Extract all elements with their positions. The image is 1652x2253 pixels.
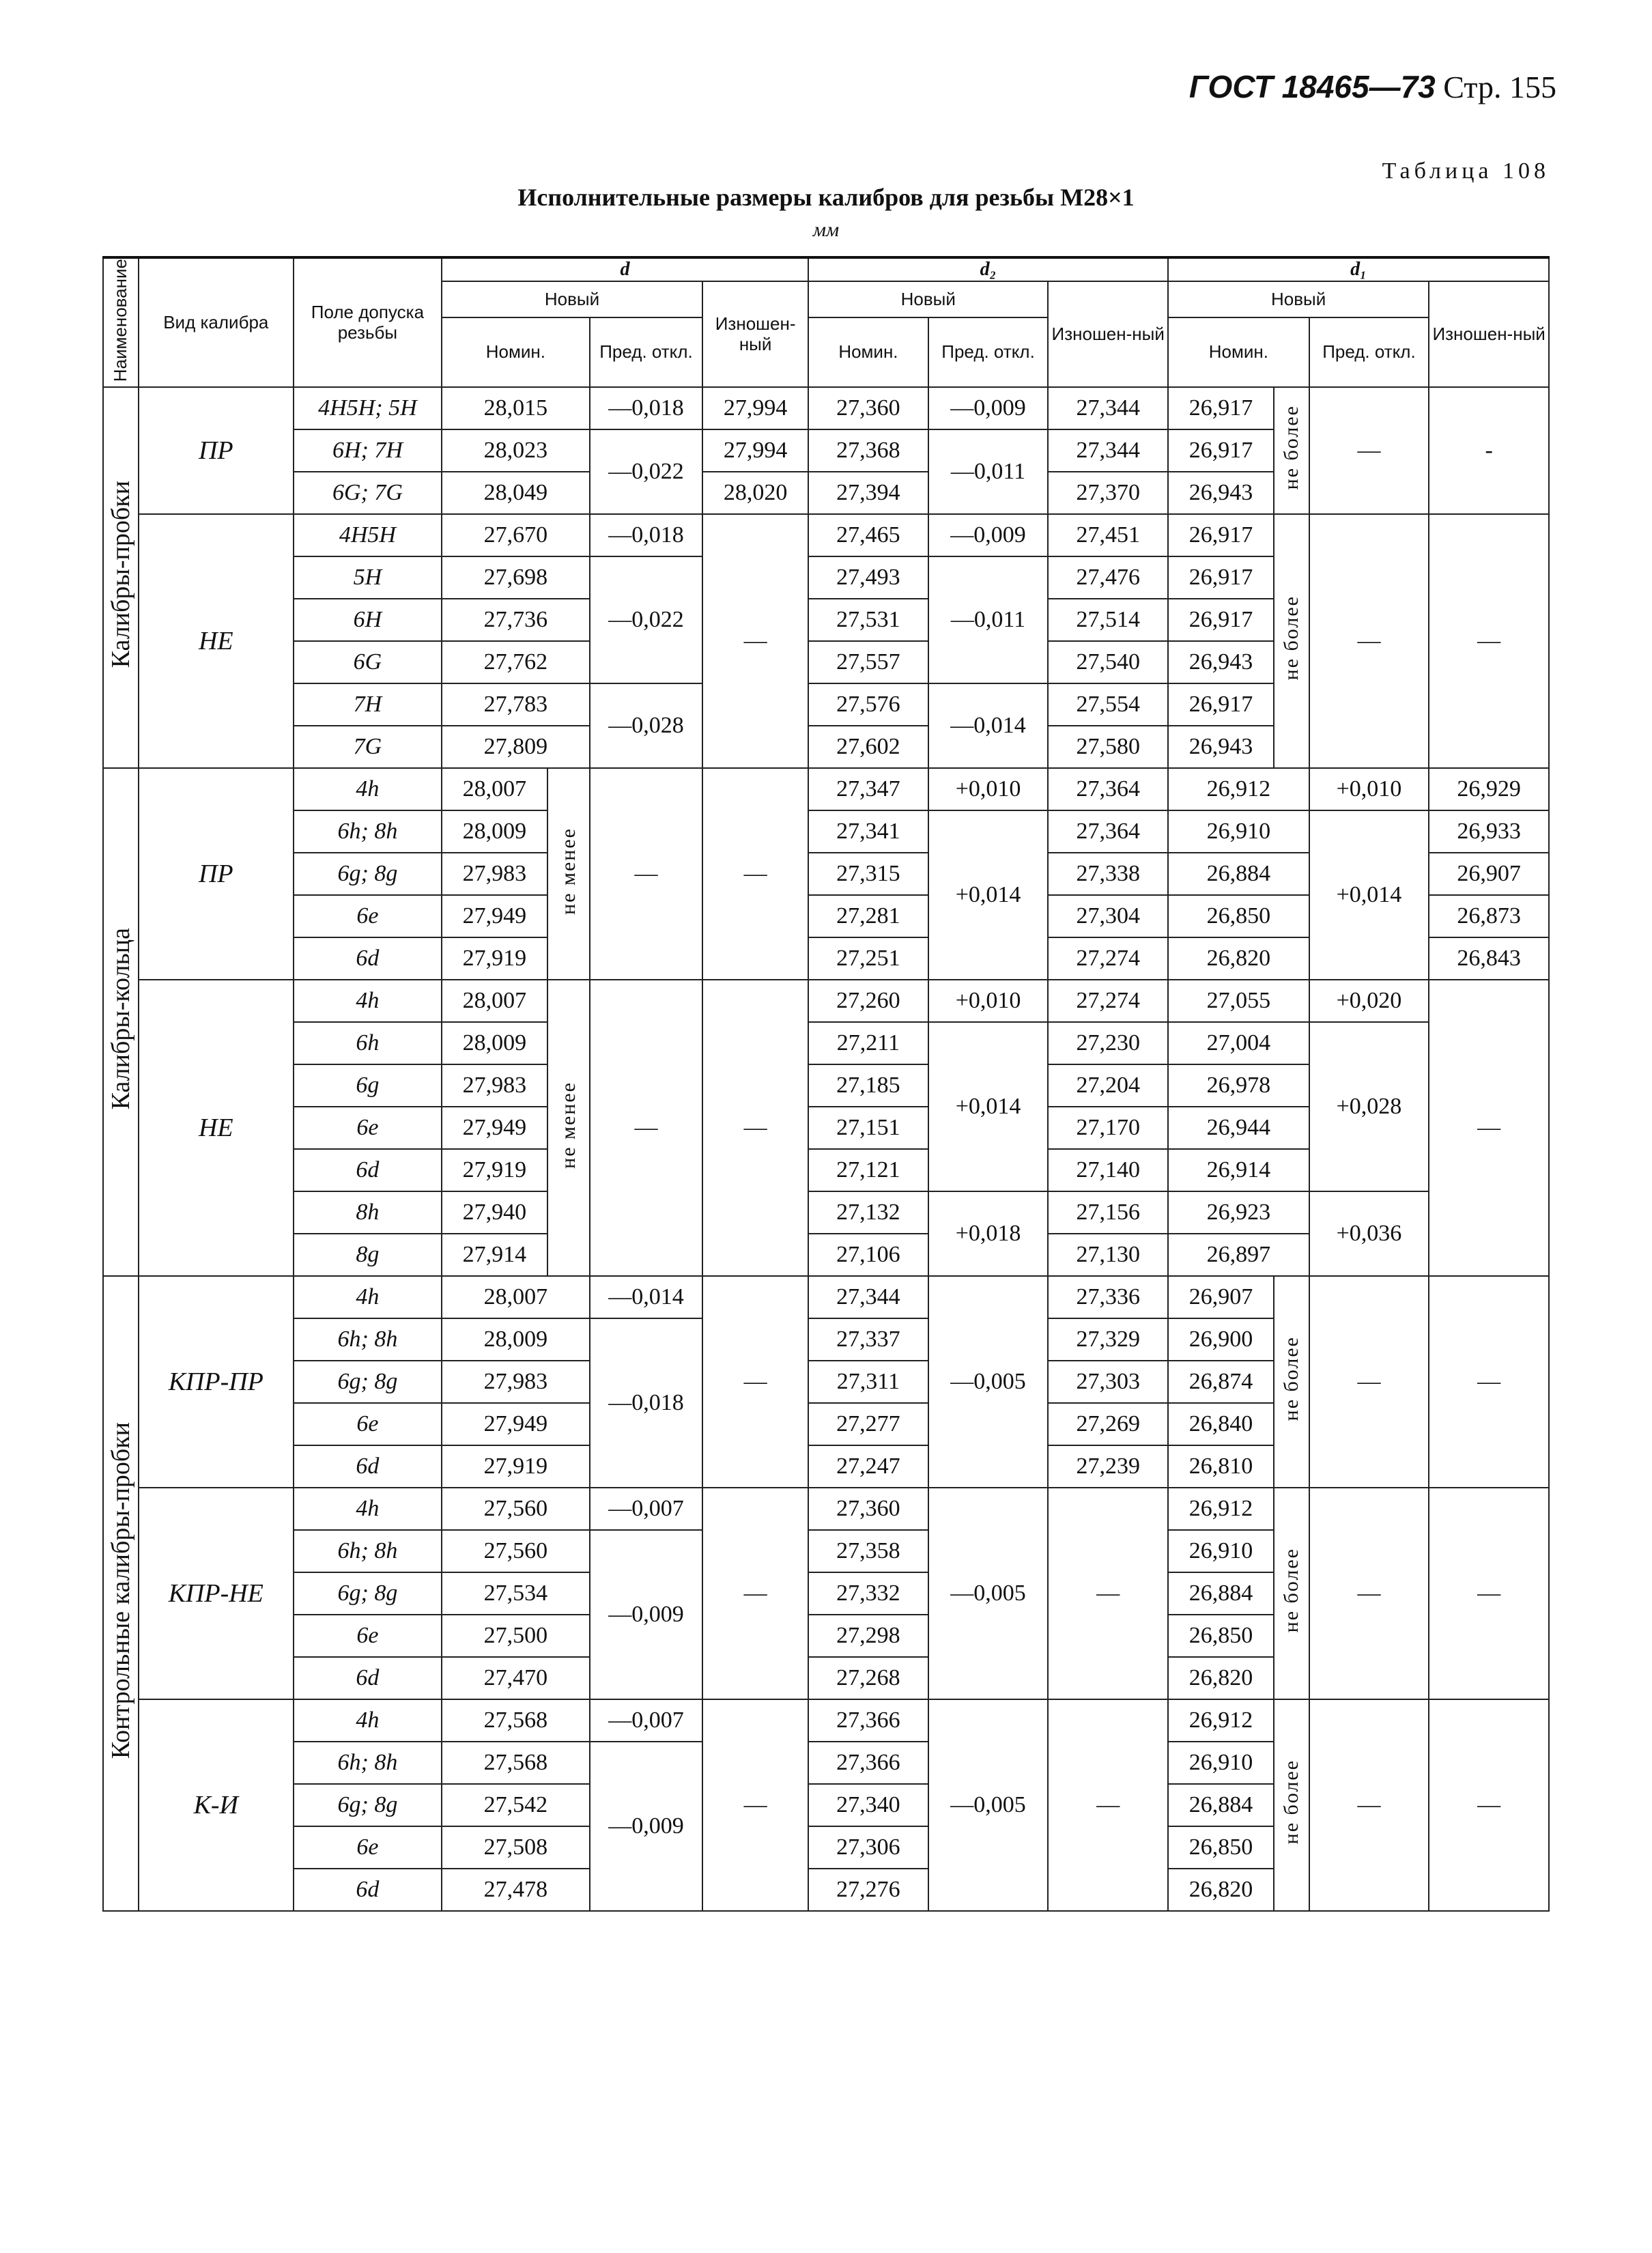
tolerance-cell: 6h; 8h xyxy=(294,1742,442,1784)
header-d2-dev: Пред. откл. xyxy=(928,317,1049,387)
value-cell: 27,347 xyxy=(808,768,928,810)
value-cell: 27,514 xyxy=(1048,599,1168,641)
table-unit: мм xyxy=(812,218,840,241)
value-cell: 27,478 xyxy=(442,1869,590,1911)
note-not-less: не менее xyxy=(547,768,590,980)
tolerance-cell: 4h xyxy=(294,1276,442,1318)
note-not-more: не более xyxy=(1274,1488,1309,1699)
table-row xyxy=(103,810,1549,853)
header-d-new: Новый xyxy=(442,281,702,317)
value-cell: 26,840 xyxy=(1168,1403,1274,1445)
tolerance-cell: 6h xyxy=(294,1022,442,1064)
gauge-type: ПР xyxy=(139,768,294,980)
value-cell: 27,276 xyxy=(808,1869,928,1911)
value-cell: — xyxy=(1429,980,1549,1276)
gauge-type: К-И xyxy=(139,1699,294,1911)
header-d-dev: Пред. откл. xyxy=(590,317,702,387)
value-cell: +0,020 xyxy=(1309,980,1429,1022)
value-cell: 27,185 xyxy=(808,1064,928,1107)
table-row xyxy=(103,1276,1549,1318)
value-cell: 27,364 xyxy=(1048,768,1168,810)
value-cell: 27,368 xyxy=(808,429,928,472)
tolerance-cell: 6H xyxy=(294,599,442,641)
value-cell: 28,009 xyxy=(442,1022,547,1064)
value-cell: 27,576 xyxy=(808,683,928,726)
tolerance-cell: 8g xyxy=(294,1234,442,1276)
value-cell: 27,366 xyxy=(808,1742,928,1784)
page-label: Стр. 155 xyxy=(1443,70,1556,104)
value-cell: 27,298 xyxy=(808,1615,928,1657)
header-name: Наименование xyxy=(103,257,139,387)
header-d-worn: Изношен-ный xyxy=(702,281,808,387)
value-cell: —0,014 xyxy=(928,683,1049,768)
value-cell: 26,820 xyxy=(1168,1869,1274,1911)
value-cell: 26,910 xyxy=(1168,1742,1274,1784)
value-cell: —0,022 xyxy=(590,556,702,683)
value-cell: — xyxy=(590,768,702,980)
value-cell: 27,340 xyxy=(808,1784,928,1826)
value-cell: 27,304 xyxy=(1048,895,1168,937)
table-row xyxy=(103,980,1549,1022)
value-cell: 27,580 xyxy=(1048,726,1168,768)
header-d1: d₁ xyxy=(1168,257,1549,281)
gauge-type: НЕ xyxy=(139,980,294,1276)
value-cell: 27,809 xyxy=(442,726,590,768)
value-cell: 27,055 xyxy=(1168,980,1309,1022)
value-cell: 26,917 xyxy=(1168,514,1274,556)
value-cell: 27,762 xyxy=(442,641,590,683)
tolerance-cell: 6G xyxy=(294,641,442,683)
note-not-more: не более xyxy=(1274,1276,1309,1488)
value-cell: 26,917 xyxy=(1168,556,1274,599)
header-gauge-type: Вид калибра xyxy=(139,257,294,387)
value-cell: +0,014 xyxy=(928,810,1049,980)
tolerance-cell: 4h xyxy=(294,980,442,1022)
value-cell: 26,978 xyxy=(1168,1064,1309,1107)
header-d-nom: Номин. xyxy=(442,317,590,387)
value-cell: 27,151 xyxy=(808,1107,928,1149)
page-header xyxy=(1189,68,1556,105)
value-cell: +0,014 xyxy=(928,1022,1049,1191)
gauge-type: КПР-НЕ xyxy=(139,1488,294,1699)
value-cell: 27,130 xyxy=(1048,1234,1168,1276)
tolerance-cell: 6g; 8g xyxy=(294,1784,442,1826)
value-cell: 27,204 xyxy=(1048,1064,1168,1107)
tolerance-cell: 6g; 8g xyxy=(294,1572,442,1615)
value-cell: 26,884 xyxy=(1168,853,1309,895)
value-cell: 26,910 xyxy=(1168,1530,1274,1572)
value-cell: — xyxy=(1309,1276,1429,1488)
value-cell: 26,933 xyxy=(1429,810,1549,853)
value-cell: 27,670 xyxy=(442,514,590,556)
value-cell: 27,211 xyxy=(808,1022,928,1064)
value-cell: 27,315 xyxy=(808,853,928,895)
value-cell: 27,344 xyxy=(1048,429,1168,472)
value-cell: +0,010 xyxy=(1309,768,1429,810)
value-cell: — xyxy=(702,1276,808,1488)
value-cell: 26,907 xyxy=(1429,853,1549,895)
value-cell: 27,360 xyxy=(808,1488,928,1530)
value-cell: 26,850 xyxy=(1168,895,1309,937)
value-cell: 26,943 xyxy=(1168,472,1274,514)
tolerance-cell: 6d xyxy=(294,937,442,980)
header-d1-nom: Номин. xyxy=(1168,317,1309,387)
value-cell: — xyxy=(1429,1699,1549,1911)
value-cell: 27,531 xyxy=(808,599,928,641)
value-cell: — xyxy=(1309,514,1429,768)
tolerance-cell: 6e xyxy=(294,1107,442,1149)
value-cell: 27,783 xyxy=(442,683,590,726)
value-cell: 28,009 xyxy=(442,810,547,853)
value-cell: 28,009 xyxy=(442,1318,590,1361)
tolerance-cell: 6g xyxy=(294,1064,442,1107)
value-cell: 27,269 xyxy=(1048,1403,1168,1445)
value-cell: 27,540 xyxy=(1048,641,1168,683)
tolerance-cell: 6d xyxy=(294,1149,442,1191)
value-cell: — xyxy=(1309,1699,1429,1911)
header-d2-worn: Изношен-ный xyxy=(1048,281,1168,387)
value-cell: —0,007 xyxy=(590,1488,702,1530)
value-cell: 27,336 xyxy=(1048,1276,1168,1318)
value-cell: 27,239 xyxy=(1048,1445,1168,1488)
value-cell: +0,014 xyxy=(1309,810,1429,980)
tolerance-cell: 6h; 8h xyxy=(294,810,442,853)
value-cell: — xyxy=(1048,1488,1168,1699)
tolerance-cell: 4H5H xyxy=(294,514,442,556)
value-cell: 26,897 xyxy=(1168,1234,1309,1276)
value-cell: 27,534 xyxy=(442,1572,590,1615)
table-row xyxy=(103,768,1549,810)
tolerance-cell: 6d xyxy=(294,1657,442,1699)
value-cell: 28,007 xyxy=(442,768,547,810)
value-cell: 27,994 xyxy=(702,387,808,429)
value-cell: 27,557 xyxy=(808,641,928,683)
value-cell: 27,602 xyxy=(808,726,928,768)
tolerance-cell: 6e xyxy=(294,1615,442,1657)
tolerance-cell: 6g; 8g xyxy=(294,1361,442,1403)
value-cell: 27,508 xyxy=(442,1826,590,1869)
value-cell: 26,874 xyxy=(1168,1361,1274,1403)
value-cell: 26,917 xyxy=(1168,599,1274,641)
table-row xyxy=(103,1699,1549,1742)
tolerance-cell: 4H5H; 5H xyxy=(294,387,442,429)
value-cell: 27,344 xyxy=(808,1276,928,1318)
value-cell: — xyxy=(702,1488,808,1699)
value-cell: 27,366 xyxy=(808,1699,928,1742)
value-cell: 26,907 xyxy=(1168,1276,1274,1318)
value-cell: 27,983 xyxy=(442,1064,547,1107)
value-cell: 26,810 xyxy=(1168,1445,1274,1488)
value-cell: — xyxy=(702,768,808,980)
value-cell: 27,247 xyxy=(808,1445,928,1488)
value-cell: 27,156 xyxy=(1048,1191,1168,1234)
value-cell: 26,943 xyxy=(1168,726,1274,768)
standard-number: ГОСТ 18465—73 xyxy=(1188,69,1436,104)
tolerance-cell: 4h xyxy=(294,1488,442,1530)
value-cell: 27,341 xyxy=(808,810,928,853)
header-d1-dev: Пред. откл. xyxy=(1309,317,1429,387)
table-number: Таблица 108 xyxy=(1382,158,1550,184)
value-cell: 26,900 xyxy=(1168,1318,1274,1361)
value-cell: —0,018 xyxy=(590,514,702,556)
value-cell: 27,170 xyxy=(1048,1107,1168,1149)
table-row xyxy=(103,387,1549,429)
value-cell: 26,943 xyxy=(1168,641,1274,683)
value-cell: 27,358 xyxy=(808,1530,928,1572)
value-cell: 28,007 xyxy=(442,980,547,1022)
gauge-type: НЕ xyxy=(139,514,294,768)
value-cell: 27,277 xyxy=(808,1403,928,1445)
value-cell: 26,929 xyxy=(1429,768,1549,810)
value-cell: 27,698 xyxy=(442,556,590,599)
value-cell: — xyxy=(1048,1699,1168,1911)
value-cell: 27,500 xyxy=(442,1615,590,1657)
value-cell: — xyxy=(702,514,808,768)
tolerance-cell: 7H xyxy=(294,683,442,726)
value-cell: 26,923 xyxy=(1168,1191,1309,1234)
value-cell: 27,311 xyxy=(808,1361,928,1403)
value-cell: 27,983 xyxy=(442,1361,590,1403)
value-cell: 28,020 xyxy=(702,472,808,514)
header-d: d xyxy=(442,257,808,281)
value-cell: 27,004 xyxy=(1168,1022,1309,1064)
value-cell: 27,554 xyxy=(1048,683,1168,726)
value-cell: —0,009 xyxy=(590,1530,702,1699)
table-row xyxy=(103,514,1549,556)
value-cell: 26,917 xyxy=(1168,683,1274,726)
value-cell: 27,919 xyxy=(442,937,547,980)
value-cell: — xyxy=(1309,1488,1429,1699)
value-cell: —0,009 xyxy=(928,514,1049,556)
value-cell: 27,465 xyxy=(808,514,928,556)
value-cell: - xyxy=(1429,387,1549,514)
value-cell: 27,360 xyxy=(808,387,928,429)
value-cell: —0,022 xyxy=(590,429,702,514)
value-cell: 27,470 xyxy=(442,1657,590,1699)
value-cell: 27,306 xyxy=(808,1826,928,1869)
value-cell: 26,944 xyxy=(1168,1107,1309,1149)
value-cell: 26,820 xyxy=(1168,937,1309,980)
value-cell: 27,332 xyxy=(808,1572,928,1615)
value-cell: — xyxy=(1429,514,1549,768)
note-not-more: не более xyxy=(1274,387,1309,514)
value-cell: 27,919 xyxy=(442,1149,547,1191)
gauge-type: КПР-ПР xyxy=(139,1276,294,1488)
value-cell: 27,121 xyxy=(808,1149,928,1191)
value-cell: —0,018 xyxy=(590,1318,702,1488)
value-cell: 26,912 xyxy=(1168,768,1309,810)
value-cell: —0,009 xyxy=(590,1742,702,1911)
tolerance-cell: 6H; 7H xyxy=(294,429,442,472)
value-cell: —0,005 xyxy=(928,1699,1049,1911)
value-cell: 26,873 xyxy=(1429,895,1549,937)
value-cell: — xyxy=(590,980,702,1276)
value-cell: +0,010 xyxy=(928,768,1049,810)
value-cell: 27,560 xyxy=(442,1530,590,1572)
value-cell: 27,560 xyxy=(442,1488,590,1530)
value-cell: 26,850 xyxy=(1168,1826,1274,1869)
value-cell: 27,281 xyxy=(808,895,928,937)
tolerance-cell: 6d xyxy=(294,1445,442,1488)
value-cell: 27,949 xyxy=(442,1107,547,1149)
value-cell: 27,329 xyxy=(1048,1318,1168,1361)
value-cell: 27,736 xyxy=(442,599,590,641)
value-cell: 27,344 xyxy=(1048,387,1168,429)
table-row xyxy=(103,1488,1549,1530)
table-row xyxy=(103,1022,1549,1064)
value-cell: 27,493 xyxy=(808,556,928,599)
value-cell: —0,005 xyxy=(928,1276,1049,1488)
value-cell: 27,949 xyxy=(442,895,547,937)
table-title: Исполнительные размеры калибров для резьбы М28×1 xyxy=(517,184,1135,211)
value-cell: 26,843 xyxy=(1429,937,1549,980)
value-cell: — xyxy=(1429,1488,1549,1699)
value-cell: +0,036 xyxy=(1309,1191,1429,1276)
note-not-more: не более xyxy=(1274,514,1309,768)
group-label: Контрольные калибры-пробки xyxy=(103,1276,139,1911)
gauge-type: ПР xyxy=(139,387,294,514)
value-cell: 27,230 xyxy=(1048,1022,1168,1064)
value-cell: 27,106 xyxy=(808,1234,928,1276)
value-cell: 27,251 xyxy=(808,937,928,980)
value-cell: 27,949 xyxy=(442,1403,590,1445)
value-cell: 27,274 xyxy=(1048,937,1168,980)
tolerance-cell: 5H xyxy=(294,556,442,599)
value-cell: — xyxy=(1429,1276,1549,1488)
header-d2-nom: Номин. xyxy=(808,317,928,387)
value-cell: 27,364 xyxy=(1048,810,1168,853)
table-row xyxy=(103,1191,1549,1234)
tolerance-cell: 6e xyxy=(294,1826,442,1869)
value-cell: 27,919 xyxy=(442,1445,590,1488)
header-d1-new: Новый xyxy=(1168,281,1429,317)
value-cell: 26,917 xyxy=(1168,387,1274,429)
group-label: Калибры-пробки xyxy=(103,387,139,768)
value-cell: 27,983 xyxy=(442,853,547,895)
value-cell: 26,850 xyxy=(1168,1615,1274,1657)
tolerance-cell: 6h; 8h xyxy=(294,1530,442,1572)
value-cell: 27,914 xyxy=(442,1234,547,1276)
header-d1-worn: Изношен-ный xyxy=(1429,281,1549,387)
value-cell: 27,568 xyxy=(442,1742,590,1784)
value-cell: — xyxy=(1309,387,1429,514)
value-cell: —0,028 xyxy=(590,683,702,768)
value-cell: 27,338 xyxy=(1048,853,1168,895)
tolerance-cell: 6h; 8h xyxy=(294,1318,442,1361)
value-cell: 26,820 xyxy=(1168,1657,1274,1699)
value-cell: —0,005 xyxy=(928,1488,1049,1699)
header-d2-new: Новый xyxy=(808,281,1048,317)
tolerance-cell: 6e xyxy=(294,895,442,937)
value-cell: —0,014 xyxy=(590,1276,702,1318)
value-cell: +0,018 xyxy=(928,1191,1049,1276)
value-cell: 27,451 xyxy=(1048,514,1168,556)
value-cell: 28,023 xyxy=(442,429,590,472)
group-label: Калибры-кольца xyxy=(103,768,139,1276)
value-cell: 27,274 xyxy=(1048,980,1168,1022)
value-cell: 26,914 xyxy=(1168,1149,1309,1191)
value-cell: 27,994 xyxy=(702,429,808,472)
value-cell: 26,910 xyxy=(1168,810,1309,853)
value-cell: — xyxy=(702,980,808,1276)
value-cell: 27,542 xyxy=(442,1784,590,1826)
value-cell: 28,007 xyxy=(442,1276,590,1318)
header-tolerance: Поле допуска резьбы xyxy=(294,257,442,387)
value-cell: 27,140 xyxy=(1048,1149,1168,1191)
value-cell: 28,049 xyxy=(442,472,590,514)
value-cell: 27,132 xyxy=(808,1191,928,1234)
tolerance-cell: 4h xyxy=(294,1699,442,1742)
value-cell: —0,018 xyxy=(590,387,702,429)
value-cell: 27,476 xyxy=(1048,556,1168,599)
value-cell: 26,912 xyxy=(1168,1488,1274,1530)
value-cell: 27,337 xyxy=(808,1318,928,1361)
value-cell: 26,912 xyxy=(1168,1699,1274,1742)
tolerance-cell: 6d xyxy=(294,1869,442,1911)
value-cell: —0,009 xyxy=(928,387,1049,429)
tolerance-cell: 4h xyxy=(294,768,442,810)
tolerance-cell: 8h xyxy=(294,1191,442,1234)
header-d2: d₂ xyxy=(808,257,1168,281)
value-cell: 28,015 xyxy=(442,387,590,429)
value-cell: —0,007 xyxy=(590,1699,702,1742)
value-cell: +0,028 xyxy=(1309,1022,1429,1191)
tolerance-cell: 6e xyxy=(294,1403,442,1445)
tolerance-cell: 6G; 7G xyxy=(294,472,442,514)
value-cell: 26,917 xyxy=(1168,429,1274,472)
tolerance-cell: 7G xyxy=(294,726,442,768)
value-cell: 27,568 xyxy=(442,1699,590,1742)
value-cell: 27,940 xyxy=(442,1191,547,1234)
note-not-less: не менее xyxy=(547,980,590,1276)
value-cell: 26,884 xyxy=(1168,1572,1274,1615)
value-cell: 27,370 xyxy=(1048,472,1168,514)
value-cell: +0,010 xyxy=(928,980,1049,1022)
value-cell: 27,268 xyxy=(808,1657,928,1699)
value-cell: 27,394 xyxy=(808,472,928,514)
value-cell: — xyxy=(702,1699,808,1911)
value-cell: —0,011 xyxy=(928,556,1049,683)
value-cell: —0,011 xyxy=(928,429,1049,514)
value-cell: 27,303 xyxy=(1048,1361,1168,1403)
note-not-more: не более xyxy=(1274,1699,1309,1911)
value-cell: 27,260 xyxy=(808,980,928,1022)
value-cell: 26,884 xyxy=(1168,1784,1274,1826)
tolerance-cell: 6g; 8g xyxy=(294,853,442,895)
gauge-dimensions-table xyxy=(102,256,1550,1912)
